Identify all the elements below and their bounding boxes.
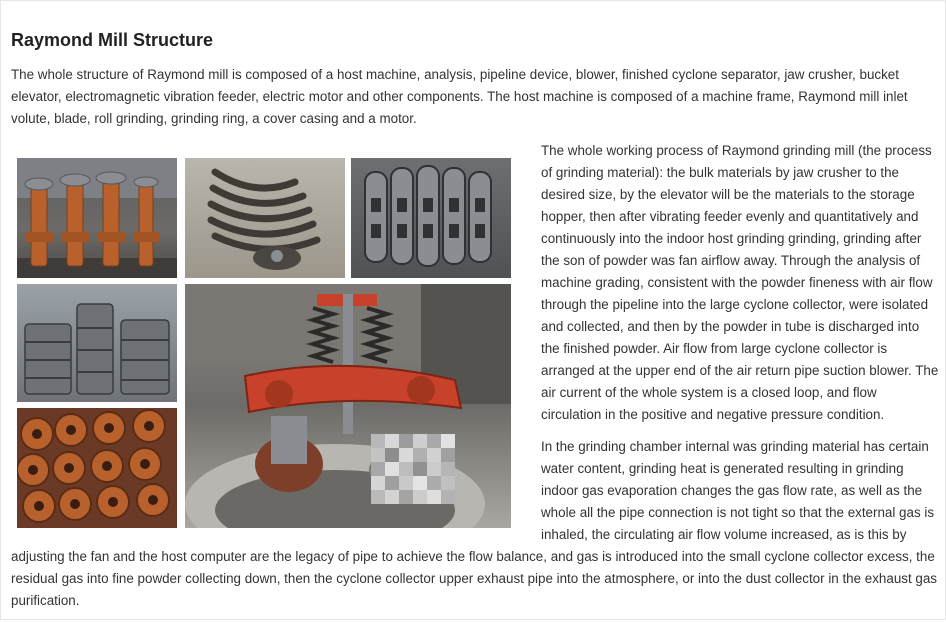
roller-hanger-springs-photo (185, 284, 511, 528)
roller-stack-illustration (17, 408, 177, 528)
stacked-rings-illustration (17, 284, 177, 402)
intro-paragraph: The whole structure of Raymond mill is composed of a host machine, analysis, pipeline device, blower, finished cyclone separator, jaw crusher, bucket elevator, electromagnetic vibration feeder, electric motor and other components. The host machine is composed of a machine frame, Raymond mill inlet volute, blade, roll grinding, grinding ring, a cover casing and a motor. (11, 67, 908, 126)
blade-assembly-photo (185, 158, 345, 278)
photo-collage (11, 140, 541, 540)
rings-rack-illustration (351, 158, 511, 278)
roller-shafts-illustration (17, 158, 177, 278)
roller-hanger-illustration (185, 284, 511, 528)
page-title: Raymond Mill Structure (11, 30, 214, 50)
stacked-grinding-rings-photo (17, 284, 177, 402)
grinding-rings-in-rack-photo (351, 158, 511, 278)
grinding-roller-shafts-photo (17, 158, 177, 278)
grinding-chamber-paragraph: In the grinding chamber internal was grinding material has certain water content, grinding heat is generated resulting in grinding indoor gas evaporation changes the gas flow rate, as well as the whole all the pipe connection is not tight so that the external gas is inhaled, the circulating air flow volume increased, as is this by adjusting the fan and the host computer are the legacy of pipe to achieve the flow balance, and gas is introduced into the small cyclone collector excess, the residual gas into fine powder collecting down, then the cyclone collector upper exhaust pipe into the atmosphere, or into the dust collector in the exhaust gas purification. (11, 439, 938, 608)
watermark-blur (371, 434, 455, 504)
article-body (11, 140, 939, 622)
working-process-paragraph: The whole working process of Raymond grinding mill (the process of grinding material): the bulk materials by jaw crusher to the desired size, by the elevator will be the materials to the storage hopper, then after vibrating feeder evenly and quantitatively and continuously into the indoor host grinding grinding, grinding after the son of powder was fan airflow away. Through the analysis of machine grading, consistent with the powder fineness with air flow through the pipeline into the large cyclone collector, were isolated and collected, and then by the powder in tube is discharged into the finished powder. Air flow from large cyclone collector is arranged at the upper end of the air return pipe suction blower. The air current of the whole system is a closed loop, and flow circulation in the positive and negative pressure condition. (541, 143, 939, 422)
blade-illustration (185, 158, 345, 278)
grinding-roller-stack-photo (17, 408, 177, 528)
